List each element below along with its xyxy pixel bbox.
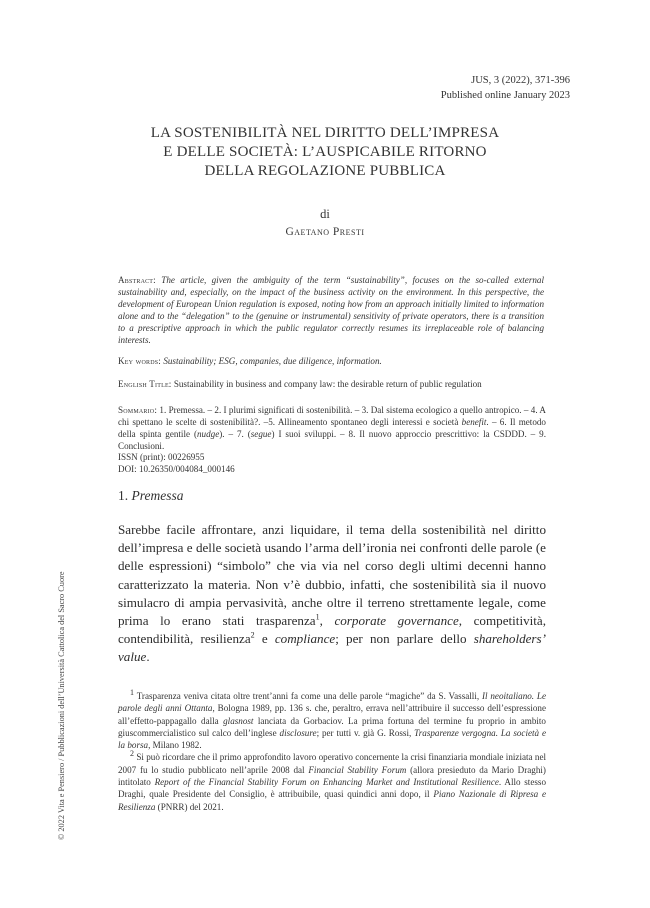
footnote-1-disclosure: disclosure [279, 727, 317, 738]
article-title [118, 124, 532, 181]
publication-date: Published online January 2023 [440, 90, 570, 101]
footnote-2-report: Report of the Financial Stability Forum on Enhancing Market and Institutional Resilience [154, 777, 499, 788]
summary-part-1: 1. Premessa. – 2. I plurimi significati di sostenibilità. – 3. Dal sistema ecologico a quello antropico. – 4. A chi spettano le scelte di sostenibilità?. –5. Allineamento spontaneo degli interessi e società [118, 405, 546, 427]
title-line-1: LA SOSTENIBILITÀ NEL DIRITTO DELL’IMPRESA [150, 125, 500, 141]
footnote-1 [118, 687, 546, 751]
body-corporate-governance: corporate governance [334, 613, 459, 629]
footnote-1-text-b: , Bologna 1989, pp. 136 s. che, peraltro, errava nell’attribuire il successo dell’espressione all’effetto-pappagallo dalla [118, 703, 546, 726]
body-paragraph [118, 521, 546, 667]
body-and: e [254, 631, 275, 647]
footnote-2-pnrr: Piano Nazionale di Ripresa e Resilienza [118, 789, 546, 812]
footnote-1-text-d: ; per tutti v. già G. Rossi, [316, 727, 412, 738]
abstract [118, 274, 544, 347]
keywords-label: Key words: [118, 356, 162, 366]
summary-segue: segue [250, 429, 272, 439]
summary-benefit: benefit [461, 417, 487, 427]
footnote-1-book-title: Il neoitaliano. Le parole degli anni Ottanta [118, 691, 546, 714]
footnote-ref-2[interactable]: 2 [250, 630, 255, 640]
abstract-label: Abstract: [118, 275, 156, 285]
doi: DOI: 10.26350/004084_000146 [118, 464, 235, 474]
body-end: . [146, 649, 150, 665]
footnote-2-text-b: (allora presieduto da Mario Draghi) intitolato [118, 764, 546, 788]
body-text-1: Sarebbe facile affrontare, anzi liquidare, il tema della sostenibilità nel diritto dell’impresa e delle società usando l’arma dell’ironia nei confronti delle parole (e delle espressioni) “simbolo” che via via nel corso degli ultimi decenni hanno caratterizzato la materia. Non v’è dubbio, infatti, che sostenibilità sia il nuovo simulacro di ampia pervasività, anche oltre il terreno strettamente legale, come prima lo erano stati trasparenza [118, 522, 546, 629]
journal-citation: JUS, 3 (2022), 371-396 [471, 75, 570, 86]
summary-part-3: ). – 7. ( [219, 429, 251, 439]
footnote-1-text-e: , Milano 1982. [148, 740, 202, 751]
footnote-1-text-c: lanciata da Gorbaciov. La prima fortuna del termine fu proprio in ambito giuscommercialistico sul calco dell’inglese [118, 715, 546, 738]
keywords [118, 355, 548, 367]
footnote-ref-1[interactable]: 1 [315, 612, 320, 622]
section-heading [118, 488, 184, 504]
english-title [118, 378, 558, 390]
abstract-text: The article, given the ambiguity of the term “sustainability”, focuses on the so-called external sustainability and, especially, on the impact of the business activity on the environment. In this perspective, the development of European Union regulation is exposed, noting how from an approach initially limited to information alone and to the “delegation” to the (genuine or instrumental) sensitivity of private operators, there is a transition to a prescriptive approach in which the public regulator correctly resumes its irreplaceable role of balancing interests. [118, 275, 544, 346]
footnote-1-text-a: Trasparenza veniva citata oltre trent’anni fa come una delle parole “magiche” da S. Vassalli, [136, 691, 480, 701]
footnote-2-fsf: Financial Stability Forum [308, 764, 407, 775]
body-text-2: , competitività, contendibilità, resilienza [118, 613, 546, 647]
body-comma: , [319, 613, 323, 629]
footnote-2-text-d: (PNRR) del 2021. [157, 801, 224, 812]
summary-part-4: ) I suoi sviluppi. – 8. Il nuovo approccio prescrittivo: la CSDDD. – 9. Conclusioni. [118, 429, 546, 451]
body-compliance: compliance [274, 631, 336, 647]
english-title-label: English Title: [118, 379, 172, 389]
title-line-2: E DELLE SOCIETÀ: L’AUSPICABILE RITORNO [163, 144, 487, 160]
footnote-2 [118, 751, 546, 812]
footnote-1-rossi-title: Trasparenze vergogna. La società e la borsa [118, 727, 546, 751]
footnote-2-number: 2 [130, 749, 134, 759]
summary-nudge: nudge [197, 429, 220, 439]
issn: ISSN (print): 00226955 [118, 452, 205, 462]
footnote-2-text-c: . Allo stesso Draghi, quale Presidente del Consiglio, è attribuibile, quasi quindici anni dopo, il [118, 777, 546, 800]
journal-header [441, 73, 570, 103]
table-of-contents [118, 404, 546, 452]
footnote-1-glasnost: glasnost [223, 715, 254, 726]
identifiers [118, 451, 235, 475]
footnote-1-number: 1 [130, 687, 134, 697]
body-text-3: ; per non parlare dello [335, 631, 467, 647]
summary-label: Sommario: [118, 405, 158, 415]
keywords-text: Sustainability; ESG, companies, due diligence, information. [163, 356, 382, 366]
title-line-3: DELLA REGOLAZIONE PUBBLICA [204, 163, 446, 179]
summary-part-2: . – 6. Il metodo della spinta gentile ( [118, 417, 546, 439]
byline: di [320, 207, 330, 221]
author-name: Gaetano Presti [285, 226, 365, 238]
section-number: 1. [118, 488, 129, 503]
copyright-sidebar: © 2022 Vita e Pensiero / Pubblicazioni dell’Università Cattolica del Sacro Cuore [57, 571, 66, 840]
body-shareholders-value: shareholders’ value [118, 631, 546, 665]
english-title-text: Sustainability in business and company law: the desirable return of public regulation [173, 379, 482, 389]
section-title: Premessa [131, 488, 184, 503]
footnote-2-text-a: Si può ricordare che il primo approfondito lavoro operativo concernente la crisi finanziaria mondiale iniziata nel 2007 fu lo studio pubblicato nell’aprile 2008 dal [118, 752, 547, 775]
footnotes [118, 687, 547, 813]
